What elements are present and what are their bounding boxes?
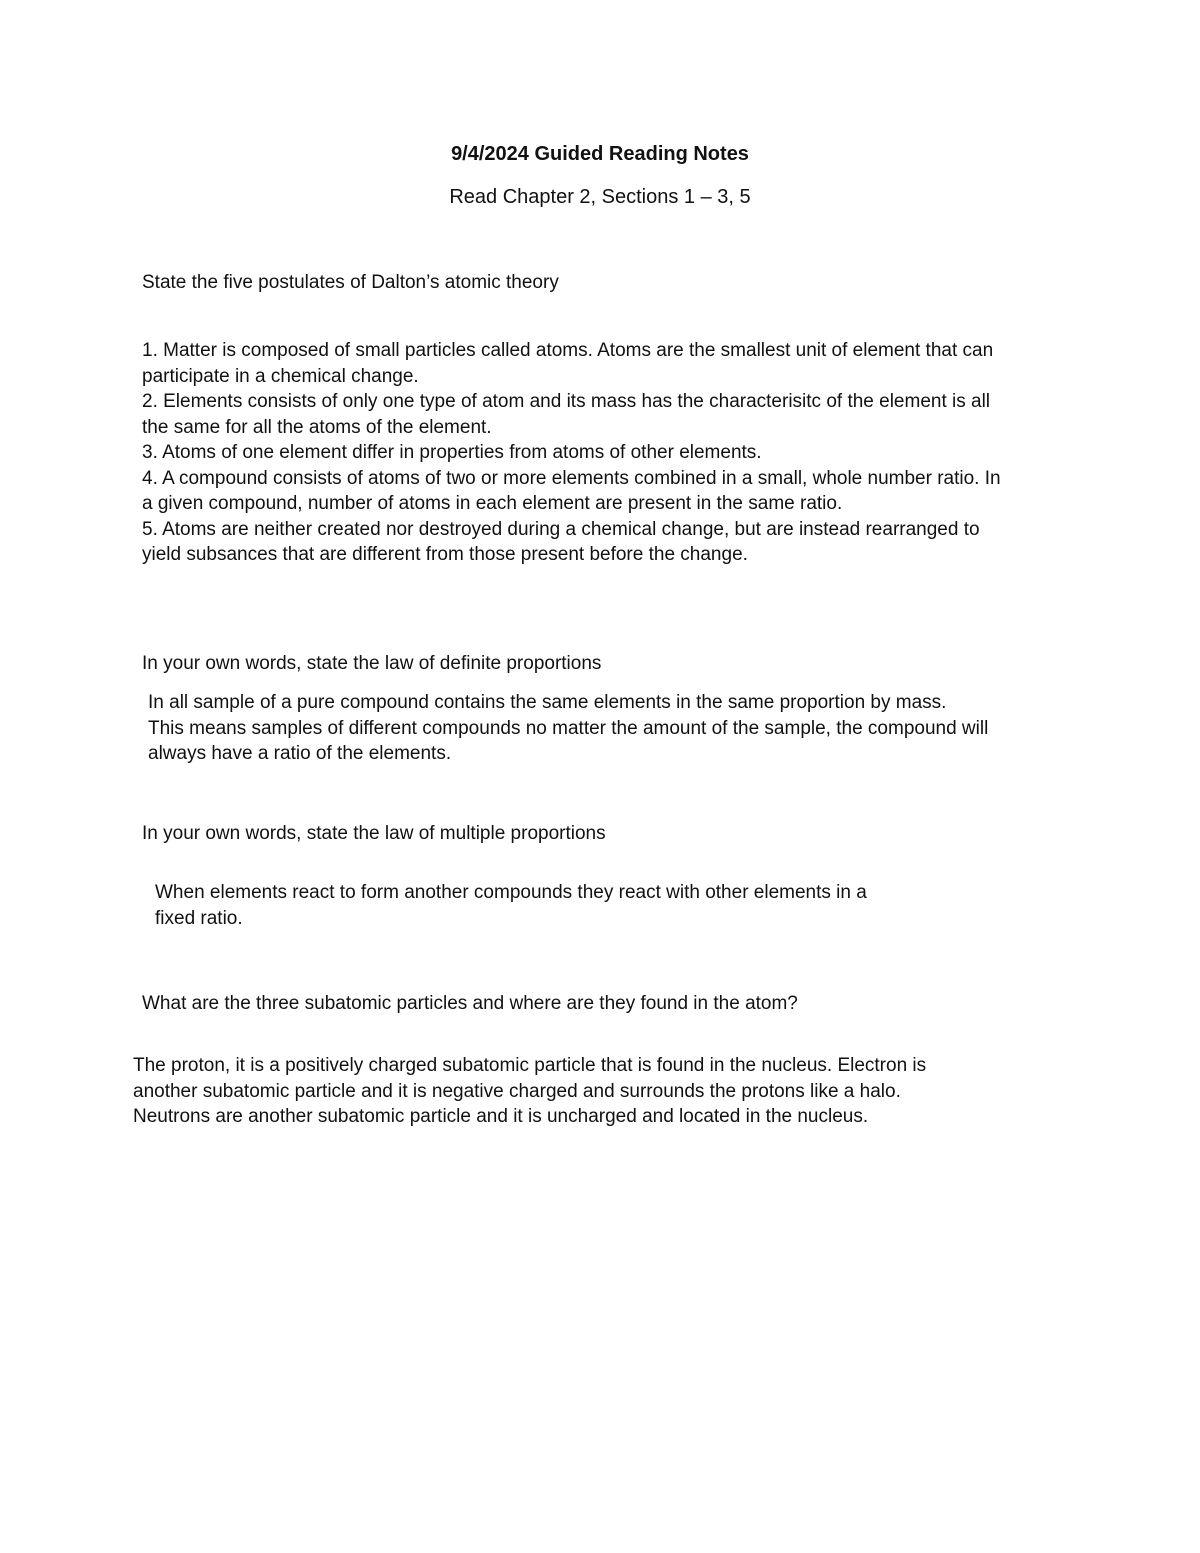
answer-line: 3. Atoms of one element differ in properties from atoms of other elements. — [142, 442, 762, 463]
answer-line: 1. Matter is composed of small particles called atoms. Atoms are the smallest unit of element that can participate in a chemical change. — [142, 340, 994, 387]
answer-definite-proportions — [148, 690, 1028, 767]
question-prompt-subatomic-particles: What are the three subatomic particles and where are they found in the atom? — [142, 993, 798, 1014]
answer-multiple-proportions — [155, 880, 875, 931]
reading-assignment: Read Chapter 2, Sections 1 – 3, 5 — [449, 186, 751, 208]
answer-line: 4. A compound consists of atoms of two or more elements combined in a small, whole number ratio. In a given compound, number of atoms in each element are present in the same ratio. — [142, 467, 1001, 514]
question-prompt-definite-proportions: In your own words, state the law of definite proportions — [142, 653, 602, 674]
question-prompt-dalton: State the five postulates of Dalton’s atomic theory — [142, 272, 559, 293]
question-prompt-multiple-proportions: In your own words, state the law of multiple proportions — [142, 823, 606, 844]
answer-line: 5. Atoms are neither created nor destroyed during a chemical change, but are instead rearranged to yield subsances that are different from those present before the change. — [142, 518, 980, 565]
answer-line: When elements react to form another compounds they react with other elements in a fixed ratio. — [155, 882, 867, 929]
page-title: 9/4/2024 Guided Reading Notes — [451, 143, 749, 165]
answer-line: The proton, it is a positively charged subatomic particle that is found in the nucleus. Electron is another subatomic particle and it is negative charged and surrounds the protons like a halo. Neutrons are another subatomic particle and it is uncharged and located in the nucleus. — [133, 1055, 927, 1127]
answer-subatomic-particles — [133, 1053, 963, 1130]
answer-line: This means samples of different compounds no matter the amount of the sample, the compound will always have a ratio of the elements. — [148, 717, 989, 764]
answer-line: In all sample of a pure compound contains the same elements in the same proportion by mass. — [148, 692, 947, 713]
answer-line: 2. Elements consists of only one type of atom and its mass has the characterisitc of the element is all the same for all the atoms of the element. — [142, 391, 991, 438]
answer-dalton-postulates — [142, 338, 1002, 568]
